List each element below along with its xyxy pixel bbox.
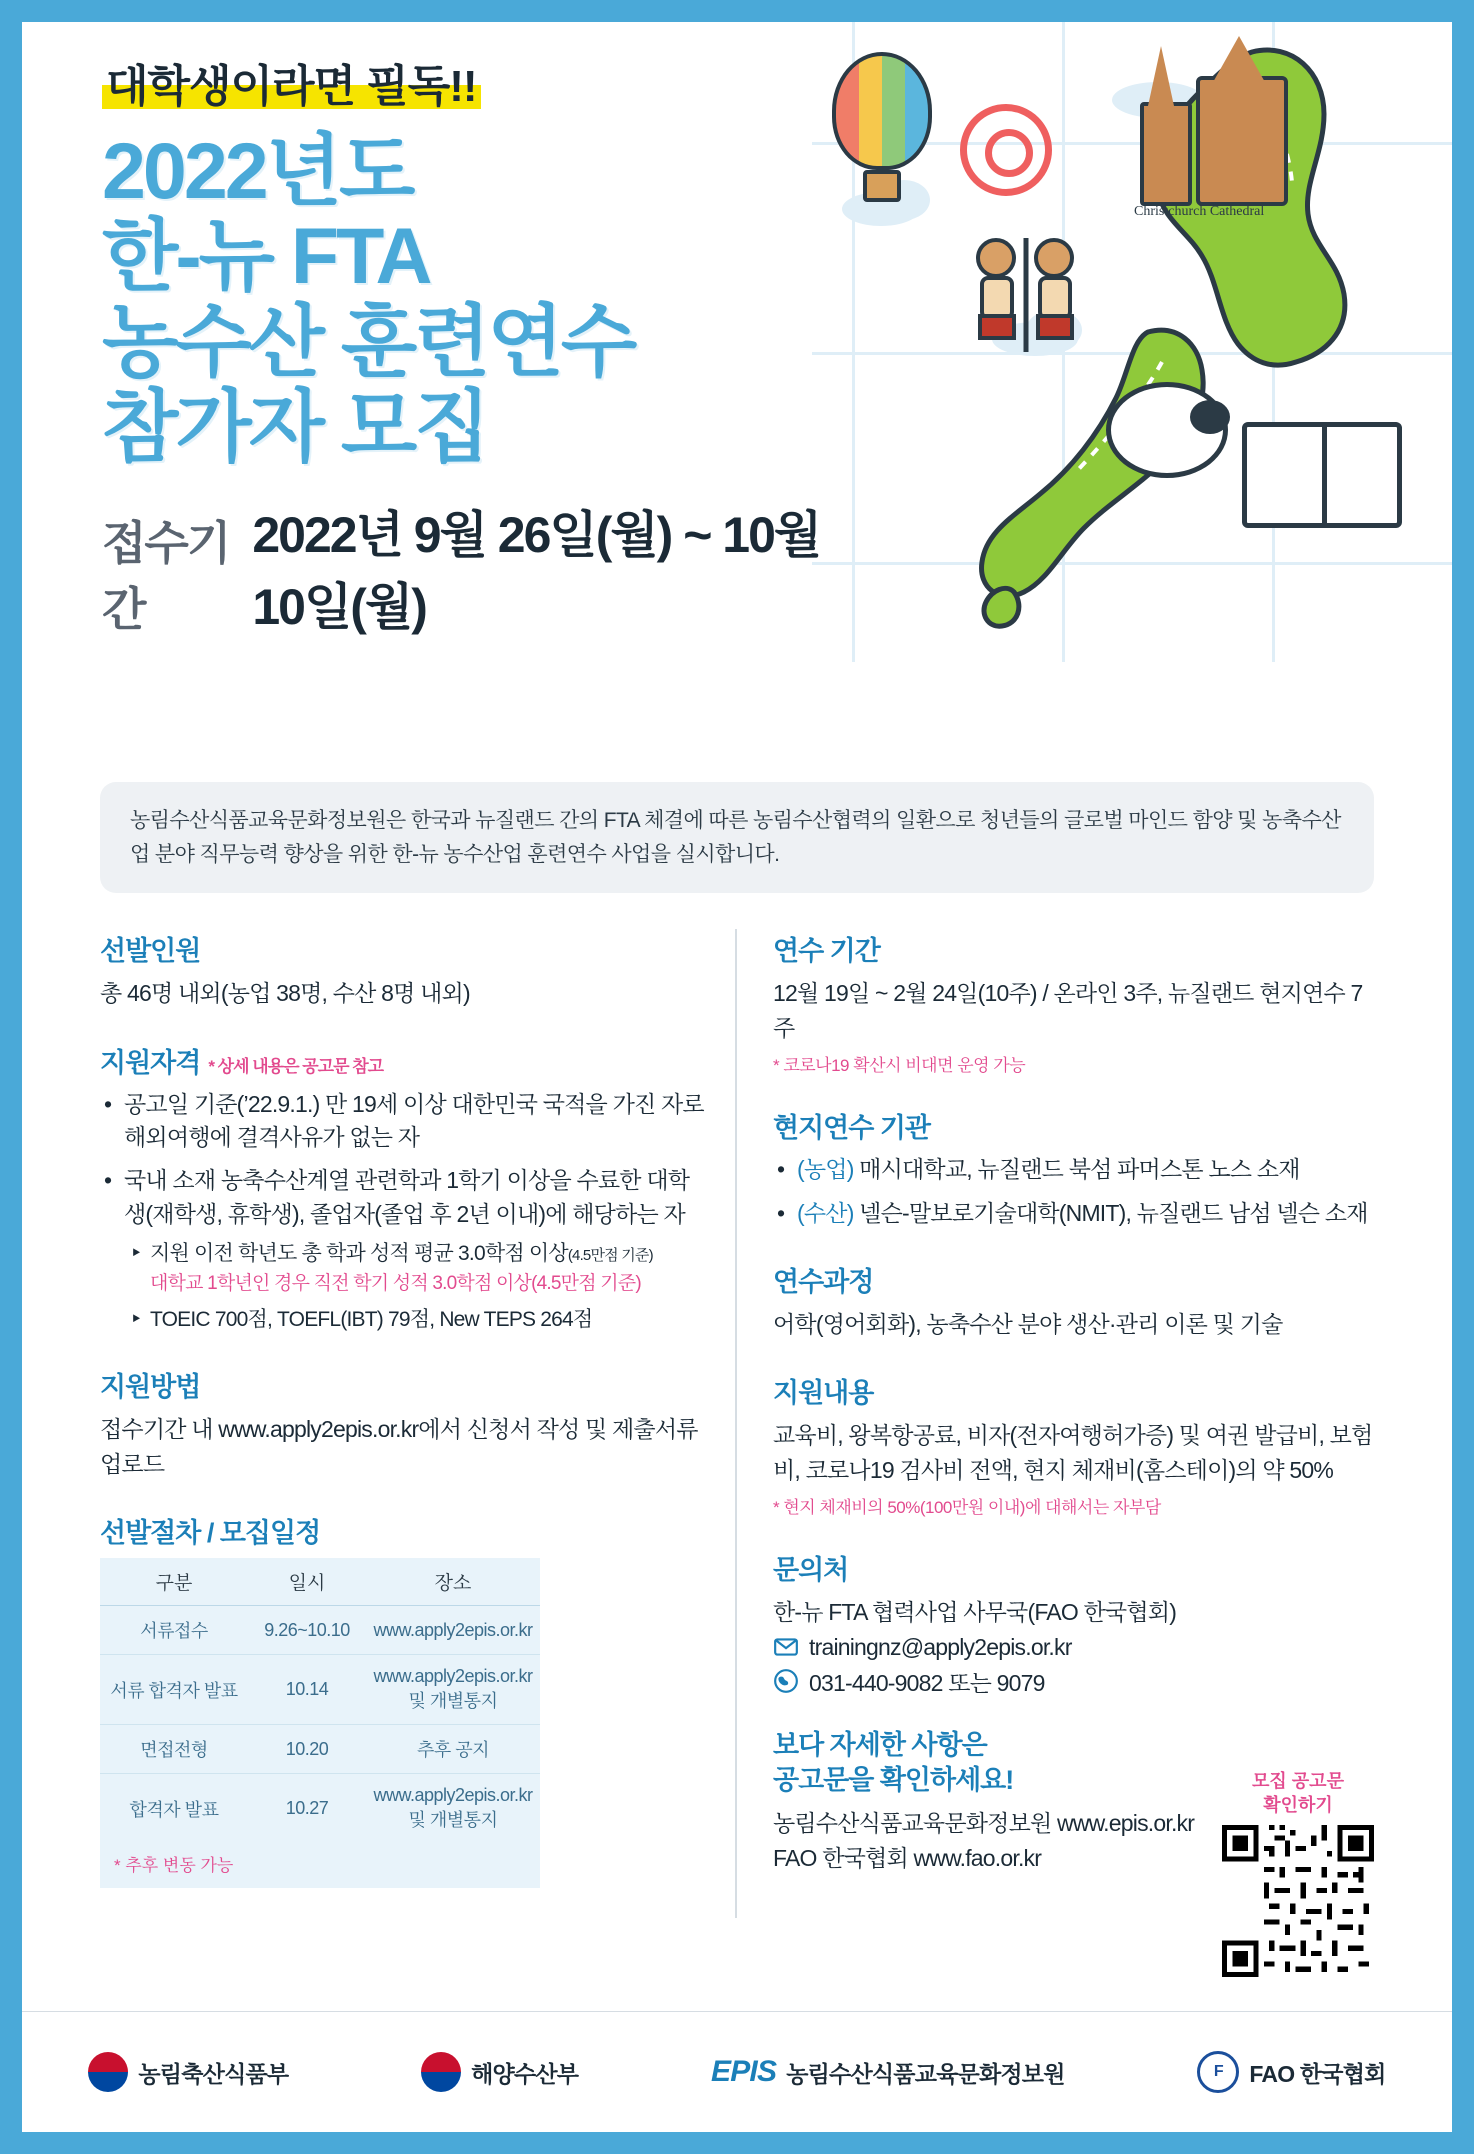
logo-label: FAO 한국협회 [1249,2060,1386,2087]
book-icon [1242,422,1402,528]
duration-block [773,929,1382,1076]
epis-logo-icon: EPIS [711,2055,777,2088]
left-column [100,929,709,1918]
cell-date: 9.26~10.10 [248,1606,366,1655]
content-columns [100,929,1382,1918]
cell-date: 10.27 [285,1798,329,1819]
logo-label: 농림축산식품부 [138,2060,289,2087]
balloon-basket-icon [863,170,901,202]
institutions-list [773,1153,1382,1230]
logo-label: 해양수산부 [471,2060,579,2087]
column-header: 장소 [366,1558,540,1606]
duration-heading: 연수 기간 [773,936,880,967]
qr-label-line-2: 확인하기 [1263,1794,1333,1815]
institution-tag: (농업) [797,1156,854,1183]
selection-heading: 선발인원 [100,936,201,967]
contact-org: 한-뉴 FTA 협력사업 사무국(FAO 한국협회) [773,1599,1177,1626]
course-block [773,1260,1382,1342]
cell-place: www.apply2epis.or.kr 및 개별통지 [373,1785,533,1831]
logo-fao-korea [1197,2051,1385,2093]
maori-people-illustration [962,232,1092,362]
cell-step: 서류 합격자 발표 [100,1655,248,1725]
cta-site-2: FAO 한국협회 www.fao.or.kr [773,1844,1042,1871]
duration-text: 12월 19일 ~ 2월 24일(10주) / 온라인 3주, 뉴질랜드 현지연수 7주 [773,980,1363,1041]
qr-code[interactable] [1222,1825,1374,1977]
howto-block [100,1365,709,1481]
course-text: 어학(영어회화), 농축수산 분야 생산·관리 이론 및 기술 [773,1310,1283,1337]
eligibility-heading-text: 지원자격 [100,1047,201,1078]
selection-block [100,929,709,1011]
cell-step: 서류접수 [100,1606,248,1655]
mail-icon [773,1634,799,1660]
eligibility-heading [100,1041,709,1080]
cta-line-1: 보다 자세한 사항은 [773,1729,987,1760]
cell-step: 합격자 발표 [129,1799,219,1820]
cell-place: 추후 공지 [366,1725,540,1774]
table-row [100,1774,540,1844]
title-line-3: 농수산 훈련연수 [102,296,635,386]
title-line-4: 참가자 모집 [102,381,488,471]
cell-place: www.apply2epis.or.kr [366,1606,540,1655]
course-heading: 연수과정 [773,1266,874,1297]
contact-block [773,1548,1382,1698]
institutions-block [773,1106,1382,1230]
schedule-note: * 추후 변동 가능 [100,1843,540,1888]
cell-place: www.apply2epis.or.kr 및 개별통지 [366,1655,540,1725]
qr-label-line-1: 모집 공고문 [1252,1771,1344,1792]
cell-date: 10.14 [248,1655,366,1725]
application-period-value: 2022년 9월 26일(월) ~ 10월 10일(월) [252,507,821,636]
cell-date: 10.20 [248,1725,366,1774]
institution-text: 매시대학교, 뉴질랜드 북섬 파머스톤 노스 소재 [859,1156,1300,1183]
eligibility-heading-note: * 상세 내용은 공고문 참고 [208,1056,384,1076]
eligibility-list [100,1088,709,1336]
contact-heading: 문의처 [773,1555,849,1586]
logo-mof [421,2052,578,2092]
contact-phone-line[interactable] [773,1665,1382,1698]
schedule-heading: 선발절차 / 모집일정 [100,1518,321,1549]
hot-air-balloon-icon [832,52,932,170]
list-item [150,1239,709,1297]
korea-government-emblem-icon [421,2052,461,2092]
hero-text [102,50,822,639]
selection-text: 총 46명 내외(농업 38명, 수산 8명 내외) [100,980,470,1007]
qr-block[interactable] [1222,1770,1374,1982]
hero-section [22,22,1452,782]
hero-illustration [812,22,1452,672]
fao-korea-logo-icon: F [1197,2051,1239,2093]
cta-line-2: 공고문을 확인하세요! [773,1764,1014,1795]
eligibility-sub-list [124,1239,709,1335]
institution-tag: (수산) [797,1199,854,1226]
support-note: * 현지 체재비의 50%(100만원 이내)에 대해서는 자부담 [773,1498,1161,1518]
cathedral-caption: Christchurch Cathedral [1134,204,1265,219]
list-item [797,1153,1382,1186]
institutions-heading: 현지연수 기관 [773,1113,930,1144]
list-item [797,1197,1382,1230]
table-row [100,1725,540,1774]
title-line-2: 한-뉴 FTA [102,211,430,301]
schedule-table [100,1558,540,1843]
support-heading: 지원내용 [773,1378,874,1409]
page-title [102,128,822,469]
cell-step: 면접전형 [100,1725,248,1774]
logo-epis [711,2055,1065,2089]
list-item: • 공고일 기준(’22.9.1.) 만 19세 이상 대한민국 국적을 가진 자로 해외여행에 결격사유가 없는 자 [124,1088,709,1155]
korea-government-emblem-icon [88,2052,128,2092]
contact-email: trainingnz@apply2epis.or.kr [809,1633,1072,1660]
list-item [150,1305,709,1335]
duration-note: * 코로나19 확산시 비대면 운영 가능 [773,1056,1026,1076]
phone-icon [773,1668,799,1694]
support-block [773,1371,1382,1518]
institution-text: 넬슨-말보로기술대학(NMIT), 뉴질랜드 남섬 넬슨 소재 [859,1199,1368,1226]
table-row [100,1655,540,1725]
cta-site-1: 농림수산식품교육문화정보원 www.epis.or.kr [773,1810,1195,1837]
application-period-label: 접수기간 [102,517,230,636]
table-row [100,1606,540,1655]
column-header: 구분 [100,1558,248,1606]
sub-item-note: 대학교 1학년인 경우 직전 학기 성적 3.0학점 이상(4.5만점 기준) [150,1272,641,1294]
intro-paragraph: 농림수산식품교육문화정보원은 한국과 뉴질랜드 간의 FTA 체결에 따른 농림수산협력의 일환으로 청년들의 글로벌 마인드 함양 및 농축수산업 분야 직무능력 향상을 위한 한-뉴 농수산업 훈련연수 사업을 실시합니다. [100,782,1374,893]
sun-icon [960,104,1052,196]
eligibility-block [100,1041,709,1336]
howto-heading: 지원방법 [100,1372,201,1403]
contact-phone: 031-440-9082 또는 9079 [809,1669,1045,1696]
schedule-block [100,1511,709,1888]
list-item [124,1164,709,1335]
poster-canvas [22,22,1452,2132]
list-item-text: 국내 소재 농축수산계열 관련학과 1학기 이상을 수료한 대학생(재학생, 휴학생), 졸업자(졸업 후 2년 이내)에 해당하는 자 [124,1167,690,1227]
application-period [102,495,822,639]
christchurch-cathedral-illustration [1112,36,1312,219]
support-text: 교육비, 왕복항공료, 비자(전자여행허가증) 및 여권 발급비, 보험비, 코로나19 검사비 전액, 현지 체재비(홈스테이)의 약 50% [773,1422,1373,1483]
sub-item-tail: (4.5만점 기준) [567,1247,653,1265]
table-header-row [100,1558,540,1606]
logo-maf [88,2052,288,2092]
footer-logos [22,2011,1452,2132]
column-header: 일시 [248,1558,366,1606]
kicker-text: 대학생이라면 필독!! [102,50,481,114]
contact-email-line[interactable] [773,1634,1382,1661]
sub-item-text: TOEIC 700점, TOEFL(IBT) 79점, New TEPS 264점 [150,1308,593,1332]
title-line-1: 2022년도 [102,126,413,215]
howto-text: 접수기간 내 www.apply2epis.or.kr에서 신청서 작성 및 제출서류 업로드 [100,1416,698,1477]
logo-label: 농림수산식품교육문화정보원 [786,2060,1065,2087]
sub-item-text: 지원 이전 학년도 총 학과 성적 평균 3.0학점 이상 [150,1242,568,1266]
